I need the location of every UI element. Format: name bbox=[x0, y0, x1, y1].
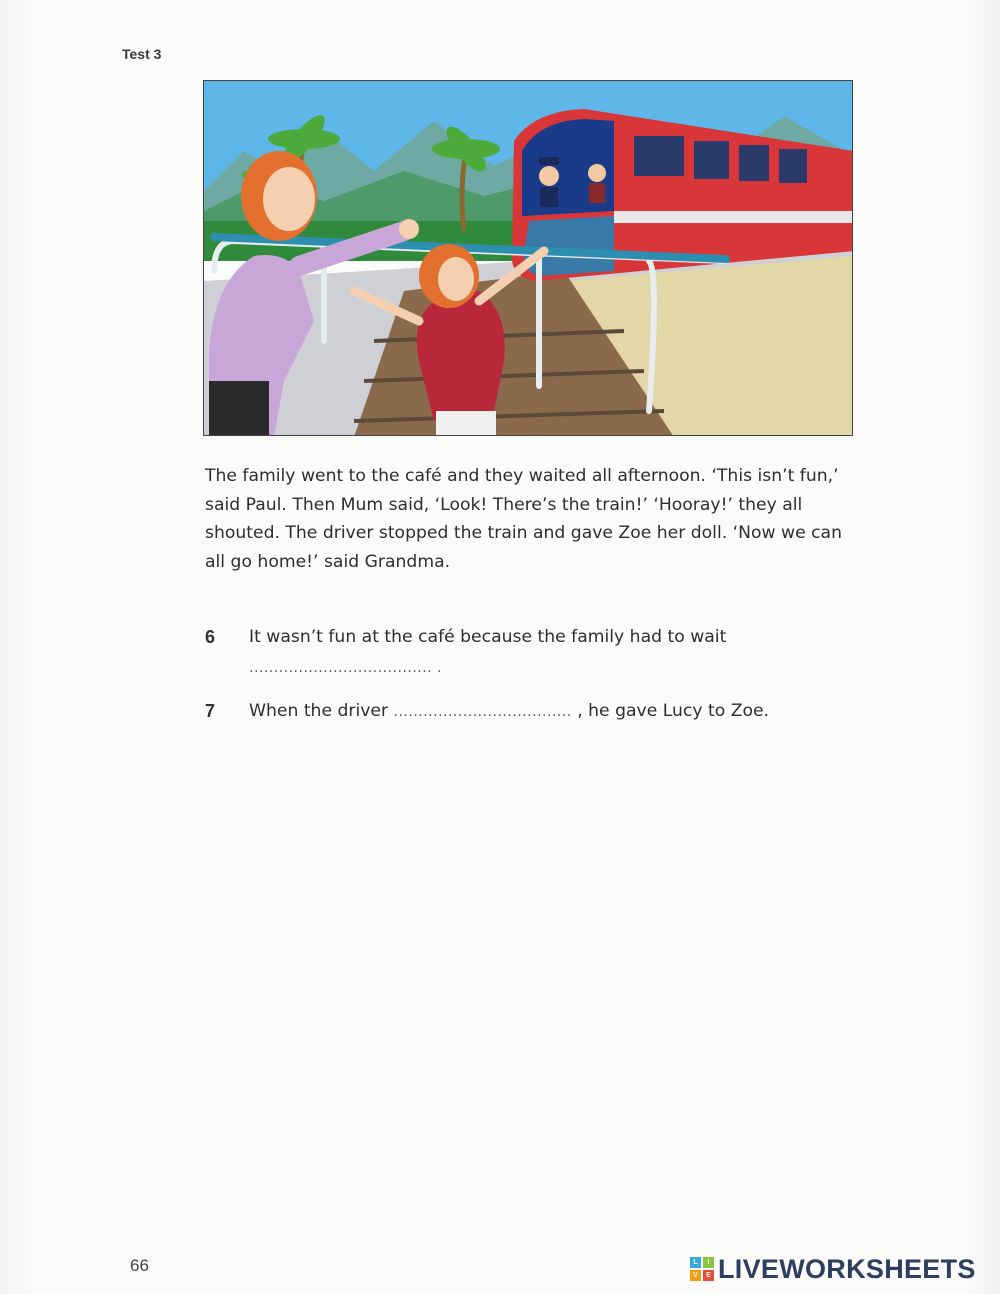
logo-square: V bbox=[690, 1270, 701, 1281]
answer-blank-7[interactable]: .................................... bbox=[393, 704, 572, 720]
logo-squares-icon bbox=[690, 1257, 714, 1281]
question-text: It wasn’t fun at the café because the family had to wait bbox=[249, 627, 727, 647]
liveworksheets-logo[interactable] bbox=[690, 1252, 976, 1286]
question-text-before: When the driver bbox=[249, 701, 389, 721]
page-number: 66 bbox=[130, 1256, 149, 1275]
logo-square: I bbox=[703, 1257, 714, 1268]
question-6 bbox=[205, 627, 845, 687]
test-label: Test 3 bbox=[122, 46, 162, 62]
brand-name: LIVEWORKSHEETS bbox=[718, 1253, 976, 1284]
logo-square: L bbox=[690, 1257, 701, 1268]
logo-square: E bbox=[703, 1270, 714, 1281]
question-number: 7 bbox=[205, 701, 216, 721]
question-text bbox=[249, 701, 769, 721]
story-paragraph: The family went to the café and they waited all afternoon. ‘This isn’t fun,’ said Paul. Then Mum said, ‘Look! There’s the train!’ ‘Hooray!’ they all shouted. The driver stopped the train and gave Zoe her doll. ‘Now we can all go home!’ said Grandma. bbox=[205, 466, 842, 572]
train-station-illustration bbox=[203, 80, 853, 436]
question-number: 6 bbox=[205, 627, 216, 647]
question-text-after: , he gave Lucy to Zoe. bbox=[577, 701, 770, 721]
answer-blank-6[interactable]: ..................................... . bbox=[249, 660, 443, 676]
question-7 bbox=[205, 701, 845, 731]
